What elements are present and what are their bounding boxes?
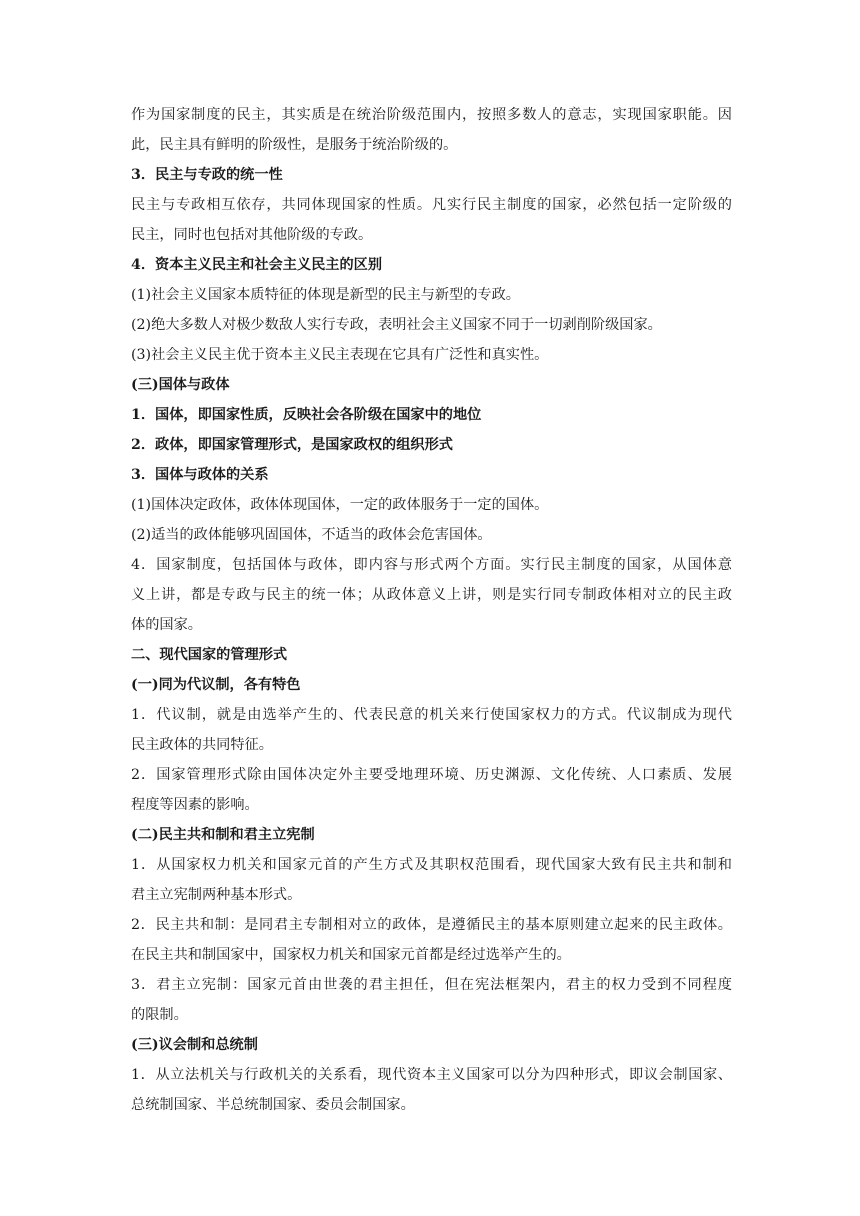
- text-line: 1．代议制，就是由选举产生的、代表民意的机关来行使国家权力的方式。代议制成为现代: [131, 707, 732, 723]
- text-line: 民主与专政相互依存，共同体现国家的性质。凡实行民主制度的国家，必然包括一定阶级的: [131, 197, 732, 213]
- text-line: (2)适当的政体能够巩固国体，不适当的政体会危害国体。: [131, 527, 492, 543]
- text-line: 总统制国家、半总统制国家、委员会制国家。: [131, 1097, 415, 1113]
- text-line: 作为国家制度的民主，其实质是在统治阶级范围内，按照多数人的意志，实现国家职能。因: [131, 107, 732, 123]
- text-line: 君主立宪制两种基本形式。: [131, 887, 302, 903]
- text-line: 1．从立法机关与行政机关的关系看，现代资本主义国家可以分为四种形式，即议会制国家、: [131, 1067, 732, 1083]
- section-heading: 3．国体与政体的关系: [131, 467, 269, 483]
- text-line: (2)绝大多数人对极少数敌人实行专政，表明社会主义国家不同于一切剥削阶级国家。: [131, 317, 662, 333]
- section-heading: 2．政体，即国家管理形式，是国家政权的组织形式: [131, 437, 453, 453]
- section-heading: 二、现代国家的管理形式: [131, 647, 288, 663]
- section-heading: 4．资本主义民主和社会主义民主的区别: [131, 257, 383, 273]
- text-line: 2．国家管理形式除由国体决定外主要受地理环境、历史渊源、文化传统、人口素质、发展: [131, 767, 732, 783]
- text-line: 体的国家。: [131, 617, 202, 633]
- section-heading: 3．民主与专政的统一性: [131, 167, 283, 183]
- text-line: 在民主共和制国家中，国家权力机关和国家元首都是经过选举产生的。: [131, 947, 571, 963]
- text-line: 4．国家制度，包括国体与政体，即内容与形式两个方面。实行民主制度的国家，从国体意: [131, 557, 732, 573]
- text-line: 义上讲，都是专政与民主的统一体；从政体意义上讲，则是实行同专制政体相对立的民主政: [131, 587, 732, 603]
- text-line: (3)社会主义民主优于资本主义民主表现在它具有广泛性和真实性。: [131, 347, 549, 363]
- text-line: 2．民主共和制：是同君主专制相对立的政体，是遵循民主的基本原则建立起来的民主政体。: [131, 917, 732, 933]
- text-line: 的限制。: [131, 1007, 188, 1023]
- text-line: 民主，同时也包括对其他阶级的专政。: [131, 227, 373, 243]
- text-line: 3．君主立宪制：国家元首由世袭的君主担任，但在宪法框架内，君主的权力受到不同程度: [131, 977, 732, 993]
- text-line: (1)社会主义国家本质特征的体现是新型的民主与新型的专政。: [131, 287, 520, 303]
- section-heading: (三)议会制和总统制: [131, 1037, 258, 1053]
- text-line: 民主政体的共同特征。: [131, 737, 273, 753]
- text-line: 此，民主具有鲜明的阶级性，是服务于统治阶级的。: [131, 137, 458, 153]
- section-heading: 1．国体，即国家性质，反映社会各阶级在国家中的地位: [131, 407, 482, 423]
- document-body: [131, 100, 732, 1120]
- text-line: 1．从国家权力机关和国家元首的产生方式及其职权范围看，现代国家大致有民主共和制和: [131, 857, 732, 873]
- section-heading: (三)国体与政体: [131, 377, 230, 393]
- section-heading: (一)同为代议制，各有特色: [131, 677, 301, 693]
- text-line: (1)国体决定政体，政体体现国体，一定的政体服务于一定的国体。: [131, 497, 549, 513]
- section-heading: (二)民主共和制和君主立宪制: [131, 827, 315, 843]
- text-line: 程度等因素的影响。: [131, 797, 259, 813]
